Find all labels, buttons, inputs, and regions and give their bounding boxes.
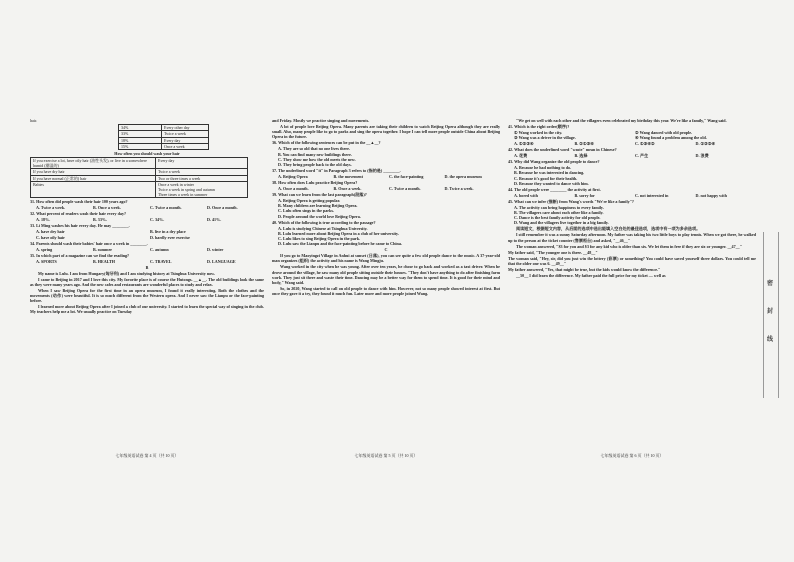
advice-hair-type: If you have dry hair	[31, 169, 156, 175]
frequency-label: Once a week	[162, 143, 209, 149]
answer-option: C. Lulu likes to sing Beijing Opera in the park.	[278, 236, 361, 242]
answer-option: D. People around the world love Beijing Opera.	[278, 213, 361, 219]
answer-option: C. Twice a month.	[389, 186, 421, 192]
passage-d-paragraph-4: The woman said, "Hey, sir, did you just win the lottery (彩票) or something? You could have saved yourself three dollars. You could tell me that the older one was 6. __49__"	[508, 255, 756, 266]
section-c-label: C	[384, 247, 388, 253]
answer-option: D. Wang and the villagers live together in a big family.	[514, 220, 609, 226]
section-instructions: 阅读短文，根据短文内容，从后面的选项中选出能填入空白处的最佳选项，选项中有一项为多余选项。	[516, 226, 701, 232]
answer-option: A. ①②③④	[514, 141, 534, 147]
advice-row	[31, 181, 248, 198]
answer-option: A. The activity can bring happiness to every family.	[514, 204, 604, 210]
answer-option: C. have oily hair	[36, 234, 65, 240]
question-45: 45. What can we infer (推断) from Wang's words "We're like a family"?	[508, 198, 634, 204]
answer-option: D. 41%.	[207, 217, 222, 223]
options-35	[36, 259, 264, 264]
question-40: 40. Which of the following is true according to the passage?	[272, 219, 376, 225]
frequency-percent: 34%	[119, 125, 162, 131]
answer-option: D. They bring people back to the old days.	[278, 162, 352, 168]
options-33	[36, 229, 264, 239]
answer-option: B. Once a week.	[93, 205, 121, 211]
passage-d-paragraph-1: I still remember it was a sunny Saturday afternoon. My father was taking his two little boys to play tennis. When we got there, he walked up to the person at the ticket counter (售票柜台) and asked, "__46__"	[508, 232, 756, 243]
answer-option: D. winter	[207, 246, 224, 252]
answer-option: D. not happy with	[695, 192, 727, 198]
answer-option: D. Twice a week.	[444, 186, 474, 192]
question-35: 35. In which part of a magazine can we find the reading?	[30, 252, 130, 258]
passage-d-paragraph-5: My father answered, "Yes, that might be true, but the kids would know the difference."	[508, 266, 661, 272]
answer-option: A. They are so old that no one lives there.	[278, 146, 350, 152]
options-36	[278, 146, 500, 167]
answer-option: D. hardly ever exercise	[150, 234, 190, 240]
answer-option: B. Once a week.	[333, 186, 362, 192]
question-41-items	[514, 130, 756, 140]
options-34	[36, 247, 264, 252]
answer-option: D. the opera museum	[444, 174, 482, 180]
question-44: 44. The old people were ________ the activity at first.	[508, 186, 601, 192]
frequency-table	[118, 124, 209, 150]
frequency-label: Every day	[162, 137, 209, 143]
passage-c-paragraph-3: So, in 2020, Wang started to call on old people to dance with him. However, not so many people showed interest at first. But once they gave it a try, they found it much fun. Later more and more people joined Wang.	[272, 286, 500, 297]
answer-option: A. Once a month.	[278, 186, 309, 192]
answer-option: C. not interested in	[635, 192, 669, 198]
advice-hair-type: Babies	[31, 181, 156, 198]
page-footer-6: 七年级英语试卷 第 6 页（共 10 页）	[600, 453, 664, 458]
advice-frequency: Every day	[156, 158, 248, 169]
question-39: 39. What can we learn from the last paragraph(段落)?	[272, 192, 367, 198]
section-b-label: B	[145, 264, 149, 270]
answer-option: B. Because he was interested in dancing.	[514, 170, 585, 176]
answer-option: B. HEALTH	[93, 258, 115, 264]
answer-option: B. sorry for	[574, 192, 595, 198]
question-38: 38. How often does Lulu practice Beijing Opera?	[272, 180, 358, 186]
answer-option: B. 33%.	[93, 217, 107, 223]
passage-b-paragraph-3: When I saw Beijing Opera for the first time in an opera museum, I found it really interesting. Both the clothes and the movements (动作) were beautiful. It is so much different from the Western opera. And I never saw the Lianpu or the face-painting before.	[30, 287, 264, 304]
strip-char-2: 封	[767, 309, 774, 315]
passage-d-paragraph-6: __50__ I did learn the difference. My father paid the full price for my ticket — well as	[516, 272, 666, 278]
answer-option: D. Because they wanted to dance with him.	[514, 180, 589, 186]
passage-d-paragraph-3: My father said, "The younger one is three. __48__"	[508, 249, 598, 255]
passage-c-paragraph-1: If you go to Maoyingzi Village in Anhui at sunset (日落), you can see quite a few old people dance to the music. A 37-year-old man organizes (组织) the activity and his name is Wang Mingju.	[272, 253, 500, 264]
frequency-label: Twice a week	[162, 131, 209, 137]
answer-option: B. The villagers care about each other like a family.	[514, 210, 604, 216]
answer-option: B. Lulu learned more about Beijing Opera in a club of her university.	[278, 230, 399, 236]
passage-b-paragraph-4: I learned more about Beijing Opera after I joined a club of our university. I started to learn the special way of singing in the club. My teachers help me a lot. We usually practice on Tuesday	[30, 304, 264, 315]
answer-option: B. the movement	[333, 174, 363, 180]
answer-option: B. ②①③④	[574, 141, 594, 147]
column-right	[508, 118, 756, 279]
answer-option: B. Many children are learning Beijing Opera.	[278, 203, 358, 209]
options-45	[514, 205, 756, 226]
question-31: 31. How often did people wash their hair 100 years ago?	[30, 199, 128, 205]
answer-option: A. Beijing Opera	[278, 174, 308, 180]
answer-option: C. Lulu often sings in the parks.	[278, 208, 334, 214]
options-39	[278, 198, 500, 219]
binding-strip	[763, 232, 779, 398]
question-37: 37. The underlined word "it" in Paragraph 3 refers to (指的是) ________.	[272, 168, 401, 174]
question-43: 43. Why did Wang organize the old people to dance?	[508, 159, 600, 165]
frequency-percent: 15%	[119, 143, 162, 149]
options-44	[514, 193, 756, 198]
options-40	[278, 226, 500, 247]
answer-option: C. 产生	[635, 153, 649, 159]
options-43	[514, 165, 756, 186]
answer-option: B. You can find many new buildings there.	[278, 151, 352, 157]
advice-frequency: Once a week in winter Twice a week in spring and autumn Three times a week in summer	[156, 181, 248, 198]
options-41	[514, 141, 756, 146]
advice-table	[30, 157, 248, 198]
answer-option: B. 选择	[574, 153, 588, 159]
answer-option: ④ Wang found a problem among the old.	[635, 135, 707, 141]
options-32	[36, 217, 264, 222]
advice-row	[31, 158, 248, 169]
answer-option: ② Wang danced with old people.	[635, 130, 693, 135]
answer-option: C. TRAVEL	[150, 258, 172, 264]
answer-option: B. summer	[93, 246, 113, 252]
answer-option: A. have dry hair	[36, 229, 65, 235]
answer-option: A. SPORTS	[36, 258, 57, 264]
answer-option: C. Because it's good for their health.	[514, 175, 578, 181]
answer-option: A. 花费	[514, 153, 528, 159]
question-41: 41. Which is the right order(顺序)?	[508, 124, 570, 129]
advice-frequency: Twice a week	[156, 169, 248, 175]
page-footer-5: 七年级英语试卷 第 5 页（共 10 页）	[354, 453, 418, 458]
passage-d-paragraph-2: The woman answered, "$3 for you and $3 for any kid who is older than six. We let them in free if they are six or younger. __47__"	[516, 243, 742, 249]
question-34: 34. Parents should wash their babies' hair once a week in ________.	[30, 240, 148, 246]
frequency-percent: 33%	[119, 131, 162, 137]
strip-char-3: 线	[767, 337, 774, 343]
answer-option: A. bored with	[514, 192, 538, 198]
answer-option: C. the face-painting	[389, 174, 424, 180]
options-37	[278, 174, 500, 179]
passage-b-paragraph-2: I came to Beijing in 2017 and I love this city. My favorite place is of course the Hutongs. __▲__. The old buildings look the same as they were many years ago. And the new cafes and restaurants are wonderful places to study and relax.	[30, 276, 264, 287]
answer-option: D. LANGUAGE	[207, 258, 236, 264]
advice-frequency: Two or three times a week	[156, 175, 248, 181]
answer-option: C. autumn	[150, 246, 169, 252]
answer-option: ① Wang worked in the city.	[514, 130, 563, 135]
answer-option: A. Beijing Opera is getting popular.	[278, 198, 341, 204]
answer-option: D. 浪费	[695, 153, 709, 159]
answer-option: C. 34%.	[150, 217, 165, 223]
page-footer-4: 七年级英语试卷 第 4 页（共 10 页）	[115, 453, 179, 458]
answer-option: C. ①③④②	[635, 141, 655, 147]
frequency-label: Every other day	[162, 125, 209, 131]
question-42: 42. What does the underlined word "waste" mean in Chinese?	[508, 147, 617, 153]
answer-option: C. They show me how the old meets the new.	[278, 156, 356, 162]
answer-option: A. Twice a week.	[36, 205, 66, 211]
options-42	[514, 153, 756, 158]
advice-hair-type: If you have normal (正常的) hair	[31, 175, 156, 181]
answer-option: D. Lulu saw the Lianpu and the face-painting before he came to China.	[278, 241, 402, 247]
column-middle	[272, 118, 500, 297]
frequency-percent: 18%	[119, 137, 162, 143]
question-32: 32. What percent of readers wash their hair every day?	[30, 211, 127, 217]
answer-option: A. Lulu is studying Chinese at Tsinghua University.	[278, 225, 368, 231]
answer-option: A. spring	[36, 246, 53, 252]
options-38	[278, 186, 500, 191]
advice-hair-type: If you exercise a lot, have oily hair (油性头发), or live in a somewhere humid (潮湿的)	[31, 158, 156, 169]
strip-char-1: 密	[767, 281, 774, 287]
passage-b-paragraph-1: My name is Lulu. I am from Hungary(匈牙利) and I am studying history at Tsinghua University now.	[38, 270, 215, 276]
answer-option: B. live in a dry place	[150, 229, 186, 235]
answer-option: A. Because he had nothing to do.	[514, 165, 572, 171]
passage-b-paragraph-6: A lot of people love Beijing Opera. Many parents are taking their children to watch Beijing Opera although they are really small. Also, many people like to go to parks and sing the opera together. I hope I can tell more people outside China about Beijing Opera in the future.	[272, 124, 500, 140]
advice-table-title: How often you should wash your hair	[114, 151, 180, 157]
lead-text: hair.	[30, 118, 38, 123]
question-33: 33. Li Ming washes his hair every day. He may ________.	[30, 223, 130, 229]
answer-option: ③ Wang was a driver in the village.	[514, 135, 576, 141]
answer-option: C. Twice a month.	[150, 205, 182, 211]
passage-b-paragraph-5: and Friday. Mostly we practice singing and movements.	[272, 118, 370, 123]
passage-c-paragraph-4: "We get on well with each other and the villagers even celebrated my birthday this year. We're like a family," Wang said.	[516, 118, 727, 123]
passage-c-paragraph-2: Wang worked in the city when he was young. After over ten years, he chose to go back and worked as a taxi driver. When he drove around the village, he saw many old people sitting outside their houses. "They don't have anything to do after finishing farm work. They just sit there and waste their time. Dancing may be a better way for them to spend time. It is good for their mind and body," Wang said.	[272, 264, 500, 286]
frequency-row	[119, 143, 209, 149]
question-36: 36. Which of the following sentences can be put in the __▲__?	[272, 140, 381, 146]
answer-option: A. 18%.	[36, 217, 51, 223]
answer-option: D. ①③②④	[695, 141, 716, 147]
answer-option: D. Once a month.	[207, 205, 238, 211]
options-31	[36, 205, 264, 210]
column-left	[30, 118, 264, 315]
answer-option: C. Dance is the best family activity for old people.	[514, 215, 601, 221]
